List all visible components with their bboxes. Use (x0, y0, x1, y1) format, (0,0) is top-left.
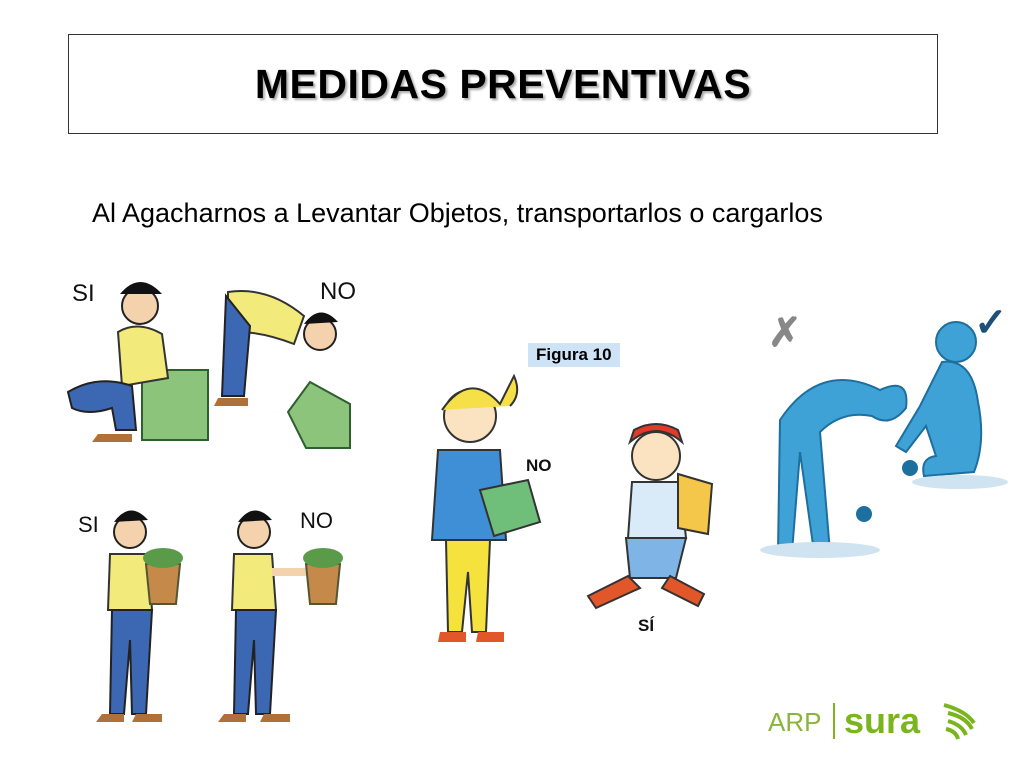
backpack-no-label: NO (526, 456, 552, 475)
backpack-yes-label: SÍ (638, 616, 655, 635)
subtitle: Al Agacharnos a Levantar Objetos, transportarlos o cargarlos (92, 198, 823, 228)
carrying-no-label: NO (300, 508, 333, 533)
posture-illustration (760, 300, 1020, 560)
backpack-drawing (420, 370, 750, 660)
posture-wrong-mark: ✗ (768, 311, 802, 355)
carrying-plant-illustration (74, 502, 374, 734)
lifting-yes-label: SI (72, 280, 95, 307)
carrying-plant-drawing (74, 502, 374, 734)
posture-right-mark: ✓ (974, 301, 1008, 345)
arp-sura-logo (768, 695, 983, 747)
lifting-box-illustration (58, 272, 376, 452)
logo-brand: sura (844, 700, 921, 741)
backpack-illustration (420, 370, 750, 660)
logo-graphic (768, 695, 983, 747)
lifting-no-label: NO (320, 278, 356, 305)
page-title: MEDIDAS PREVENTIVAS (254, 60, 752, 107)
figure-caption: Figura 10 (528, 343, 620, 367)
carrying-yes-label: SI (78, 512, 99, 537)
title-box (68, 34, 938, 134)
logo-prefix: ARP (768, 707, 822, 737)
